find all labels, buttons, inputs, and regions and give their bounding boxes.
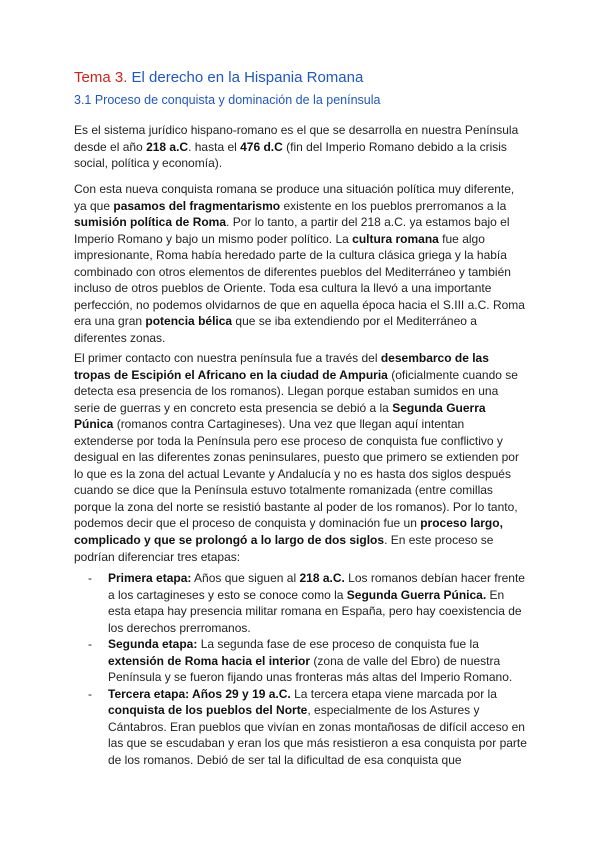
dash-bullet: - [88,571,92,585]
page-title [74,69,363,87]
dash-bullet: - [88,637,92,652]
title-text: El derecho en la Hispania Romana [127,69,364,86]
paragraph-first-contact: El primer contacto con nuestra península fue a través del desembarco de las tropas de Escipión el Africano en la ciudad de Ampuria (oficialmente cuando se detecta esa presencia de los romanos). Llegan porque estaban sumidos en una serie de guerras y en concreto esta presencia se debió a la Segunda Guerra Púnica (romanos contra Cartagineses). Una vez que llegan aquí intentan extenderse por toda la Península pero ese proceso de conquista fue conflictivo y desigual en las diferentes zonas peninsulares, puesto que primero se extienden por lo que es la zona del actual Levante y Andalucía y no es hasta dos siglos después cuando se dice que la Península estuvo totalmente romanizada (entre comillas porque la zona del norte se resistió bastante al poder de los romanos). Por lo tanto, podemos decir que el proceso de conquista y dominación fue un proceso largo, complicado y que se prolongó a lo largo de dos siglos. En este proceso se podrían diferenciar tres etapas: [74,351,519,564]
list-item: - Tercera etapa: Años 29 y 19 a.C. La tercera etapa viene marcada por la conquista de los pueblos del Norte, especialmente de los Astures y Cántabros. Eran pueblos que vivían en zonas montañosas de difícil acceso en las que se escudaban y eran los que más resistieron a esa conquista por parte de los romanos. Debió de ser tal la dificultad de esa conquista que [88,686,527,768]
paragraph-roman-conquest: Con esta nueva conquista romana se produce una situación política muy diferente, ya que pasamos del fragmentarismo existente en los pueblos prerromanos a la sumisión política de Roma. Por lo tanto, a partir del 218 a.C. ya estamos bajo el Imperio Romano y bajo un mismo poder político. La cultura romana fue algo impresionante, Roma había heredado parte de la cultura clásica griega y la había combinado con otros elementos de diferentes pueblos del Mediterráneo y también incluso de otros pueblos de Oriente. Toda esa cultura la llevó a una importante perfección, no podemos olvidarnos de que en aquella época hacia el S.III a.C. Roma era una gran potencia bélica que se iba extendiendo por el Mediterráneo a diferentes zonas. [74,182,525,345]
list-item: - Primera etapa: Años que siguen al 218 a.C. Los romanos debían hacer frente a los cartagineses y esto se conoce como la Segunda Guerra Púnica. En esta etapa hay presencia militar romana en España, pero hay coexistencia de los derechos prerromanos. [88,571,525,635]
section-subtitle: 3.1 Proceso de conquista y dominación de la península [74,93,381,107]
dash-bullet: - [88,686,92,701]
list-item: - Segunda etapa: La segunda fase de ese proceso de conquista fue la extensión de Roma hacia el interior (zona de valle del Ebro) de nuestra Península y se fueron fijando unas fronteras más altas del Imperio Romano. [88,637,513,685]
tema-number: Tema 3. [74,69,128,86]
stages-list [88,570,528,769]
paragraph-intro: Es el sistema jurídico hispano-romano es el que se desarrolla en nuestra Península desde el año 218 a.C. hasta el 476 d.C (fin del Imperio Romano debido a la crisis social, política y economía). [74,123,519,171]
